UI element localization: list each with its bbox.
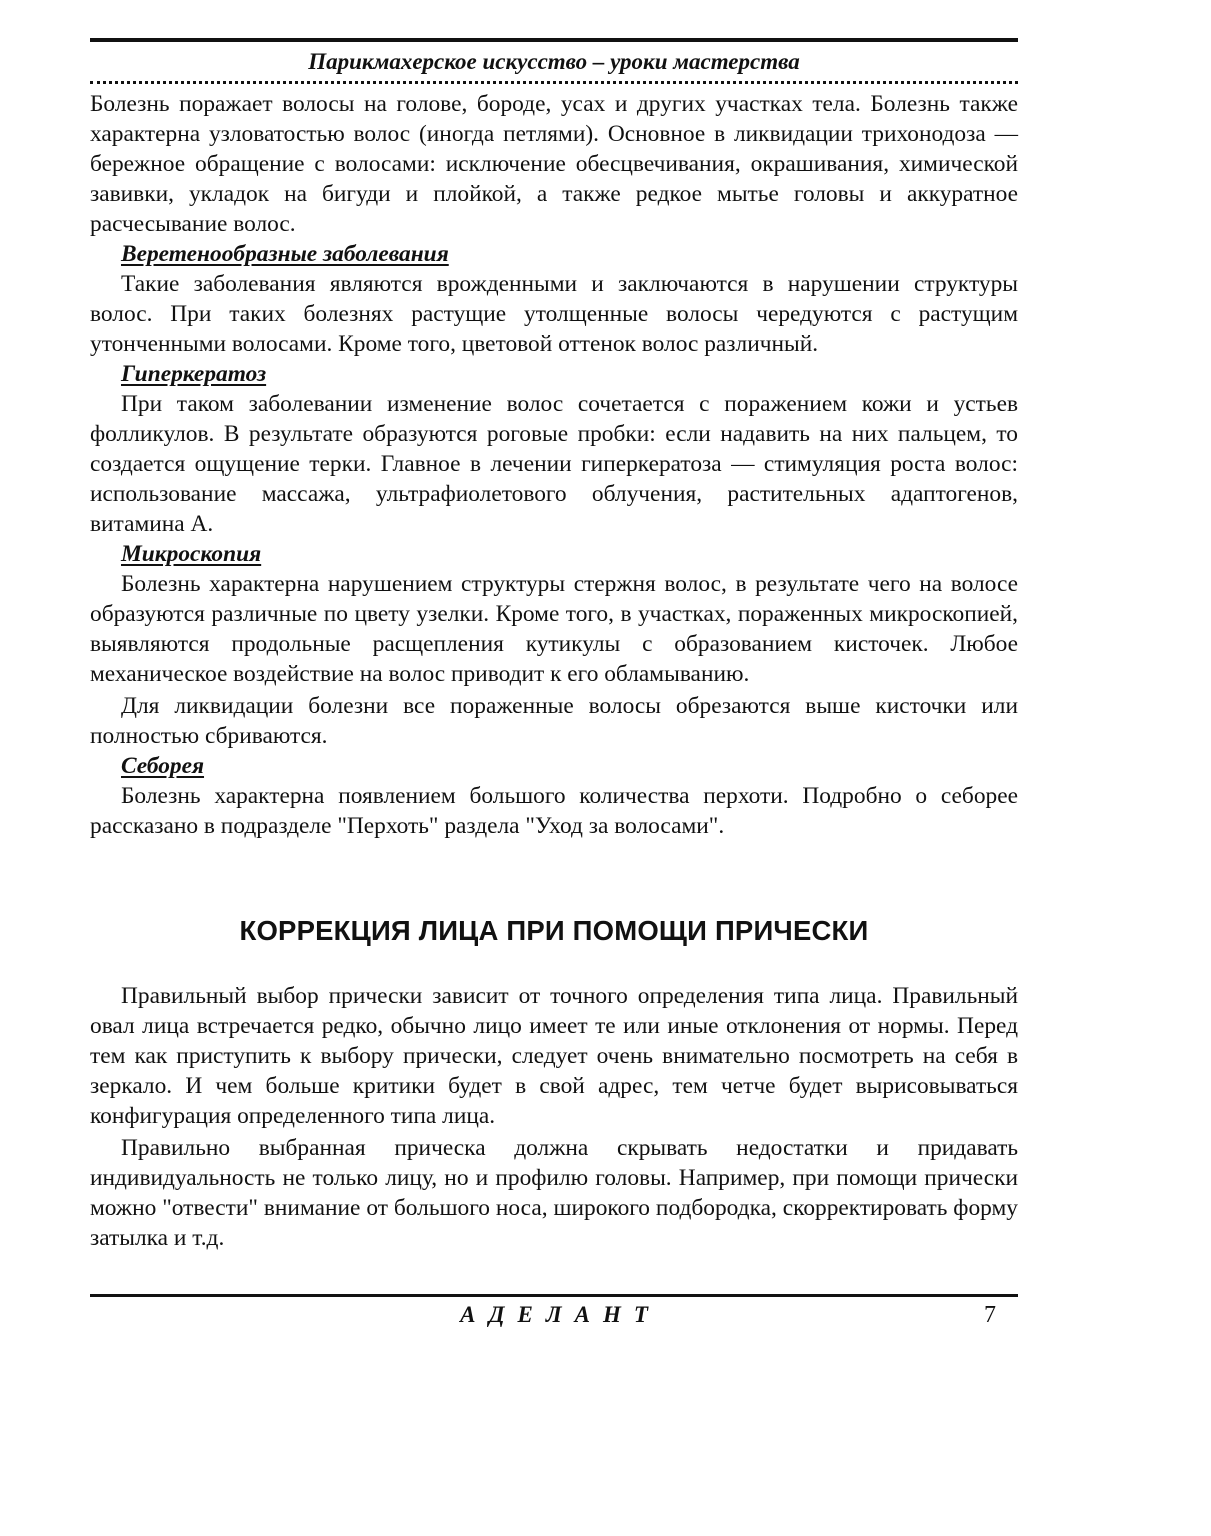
- paragraph-microscopy-1: Болезнь характерна нарушением структуры стержня волос, в результате чего на волосе образуются различные по цвету узелки. Кроме того, в участках, пораженных микроскопией, выявляются продольные расщепления кутикулы с образованием кисточек. Любое механическое воздействие на волос приводит к его обламыванию.: [90, 571, 1018, 687]
- footer-publisher: АДЕЛАНТ: [460, 1302, 661, 1327]
- header-dotted-rule: [90, 81, 1018, 84]
- paragraph-trichonodosis: Болезнь поражает волосы на голове, бороде, усах и других участках тела. Болезнь также характерна узловатостью волос (иногда петлями). Основное в ликвидации трихонодоза — бережное обращение с волосами: исключение обесцвечивания, окрашивания, химической завивки, укладок на бигуди и плойкой, а также редкое мытье головы и аккуратное расчесывание волос.: [90, 91, 1018, 237]
- subheading-seborrhea: Себорея: [121, 753, 205, 779]
- paragraph-microscopy-2: Для ликвидации болезни все пораженные волосы обрезаются выше кисточки или полностью сбриваются.: [90, 693, 1018, 749]
- page-number: 7: [984, 1302, 996, 1328]
- page-footer: [90, 1300, 1018, 1334]
- paragraph-hyperkeratosis: При таком заболевании изменение волос сочетается с поражением кожи и устьев фолликулов. В результате образуются роговые пробки: если надавить на них пальцем, то создается ощущение терки. Главное в лечении гиперкератоза — стимуляция роста волос: использование массажа, ультрафиолетового облучения, растительных адаптогенов, витамина А.: [90, 391, 1018, 537]
- paragraph-correction-1: Правильный выбор прически зависит от точного определения типа лица. Правильный овал лица встречается редко, обычно лицо имеет те или иные отклонения от нормы. Перед тем как приступить к выбору прически, следует очень внимательно посмотреть на себя в зеркало. И чем больше критики будет в свой адрес, тем четче будет вырисовываться конфигурация определенного типа лица.: [90, 983, 1018, 1129]
- section-title: КОРРЕКЦИЯ ЛИЦА ПРИ ПОМОЩИ ПРИЧЕСКИ: [239, 915, 869, 946]
- body-text: [90, 89, 1018, 1253]
- page: [90, 38, 1018, 1253]
- footer-rule: [90, 1294, 1018, 1297]
- subheading-hyperkeratosis: Гиперкератоз: [121, 361, 267, 387]
- paragraph-seborrhea: Болезнь характерна появлением большого количества перхоти. Подробно о себорее рассказано в подразделе "Перхоть" раздела "Уход за волосами".: [90, 783, 1018, 839]
- paragraph-correction-2: Правильно выбранная прическа должна скрывать недостатки и придавать индивидуальность не только лицу, но и профилю головы. Например, при помощи прически можно "отвести" внимание от большого носа, широкого подбородка, скорректировать форму затылка и т.д.: [90, 1135, 1018, 1251]
- running-header: Парикмахерское искусство – уроки мастерства: [308, 49, 800, 74]
- subheading-spindle: Веретенообразные заболевания: [121, 241, 449, 267]
- subheading-microscopy: Микроскопия: [121, 541, 262, 567]
- paragraph-spindle: Такие заболевания являются врожденными и заключаются в нарушении структуры волос. При таких болезнях растущие утолщенные волосы чередуются с растущим утонченными волосами. Кроме того, цветовой оттенок волос различный.: [90, 271, 1018, 357]
